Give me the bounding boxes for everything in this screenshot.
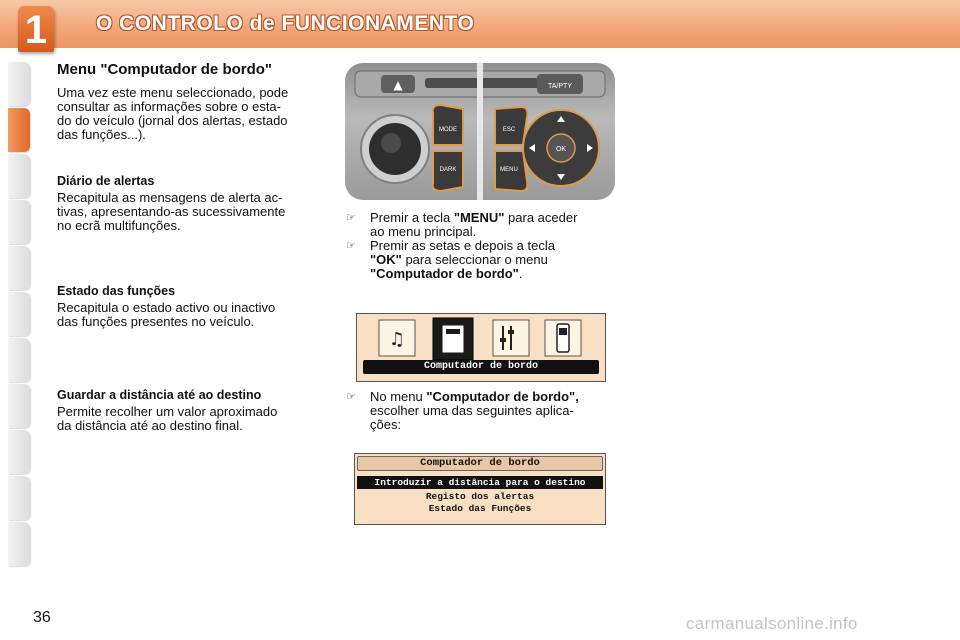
dark-label: DARK [439,167,457,173]
side-tab[interactable] [8,522,30,566]
distance-text [57,405,327,433]
submenu-title: Computador de bordo [420,457,540,469]
menu-label: MENU [500,167,518,173]
instruction-text: No menu "Computador de bordo", escolher uma das seguintes aplica- ções: [370,389,579,432]
subheading-functions: Estado das funções [57,284,176,298]
instruction-ok [346,239,618,283]
subheading-distance: Guardar a distância até ao destino [57,388,262,402]
pointer-icon: ☞ [346,212,356,224]
display-trip-computer-menu [354,453,606,525]
control-panel-illustration [345,63,615,200]
text-line: tivas, apresentando-as sucessivamente [57,204,286,219]
text-line: no ecrã multifunções. [57,218,181,233]
divider [477,63,483,200]
side-tab[interactable] [8,246,30,290]
mode-label: MODE [439,127,457,133]
control-panel-photo [345,63,615,200]
ok-label: OK [555,146,567,153]
text-line: Recapitula o estado activo ou inactivo [57,300,276,315]
display-main-menu [356,313,606,382]
submenu-item-distance[interactable]: Introduzir a distância para o destino [374,477,586,488]
instruction-text: Premir a tecla "MENU" para aceder ao menu principal. [370,210,578,239]
page-title: O CONTROLO de FUNCIONAMENTO [96,12,475,35]
instruction-text: Premir as setas e depois a tecla "OK" para seleccionar o menu "Computador de bordo". [370,238,555,281]
submenu-item-functions[interactable]: Estado das Funções [428,503,532,514]
chapter-number: 1 [24,8,48,52]
intro-line: consultar as informações sobre o esta- [57,99,281,114]
ta-pty-label: TA/PTY [548,83,572,90]
side-tab[interactable] [8,200,30,244]
side-tab[interactable] [8,292,30,336]
alerts-text [57,191,327,233]
instruction-menu [346,211,618,241]
esc-button[interactable] [495,107,527,145]
side-tab[interactable] [8,338,30,382]
text-line: Recapitula as mensagens de alerta ac- [57,190,283,205]
side-tab[interactable] [8,476,30,520]
pointer-icon: ☞ [346,391,356,403]
text-line: Permite recolher um valor aproximado [57,404,278,419]
functions-text [57,301,327,329]
chapter-badge [18,6,54,52]
cd-slot [425,78,545,88]
instruction-choose [346,390,618,434]
side-tab[interactable] [8,430,30,474]
section-heading: Menu "Computador de bordo" [57,61,273,78]
page-number: 36 [33,609,51,626]
mode-button[interactable] [433,105,463,145]
eject-icon: ▲ [393,78,403,92]
side-tab[interactable] [8,62,30,106]
side-tabs [0,62,34,574]
intro-text [57,86,327,142]
side-tab[interactable] [8,384,30,428]
intro-line: das funções...). [57,127,146,142]
submenu-item-alerts[interactable]: Registo dos alertas [425,491,535,502]
side-tab[interactable] [8,154,30,198]
side-tab-active[interactable] [8,108,30,152]
watermark: carmanualsonline.info [686,614,858,633]
subheading-alerts: Diário de alertas [57,174,155,188]
intro-line: Uma vez este menu seleccionado, pode [57,85,289,100]
text-line: das funções presentes no veículo. [57,314,255,329]
esc-label: ESC [502,127,516,133]
svg-text:♫: ♫ [388,329,406,350]
intro-line: do do veículo (jornal dos alertas, estado [57,113,288,128]
text-line: da distância até ao destino final. [57,418,243,433]
pointer-icon: ☞ [346,240,356,252]
menu-selection-label: Computador de bordo [423,361,539,372]
